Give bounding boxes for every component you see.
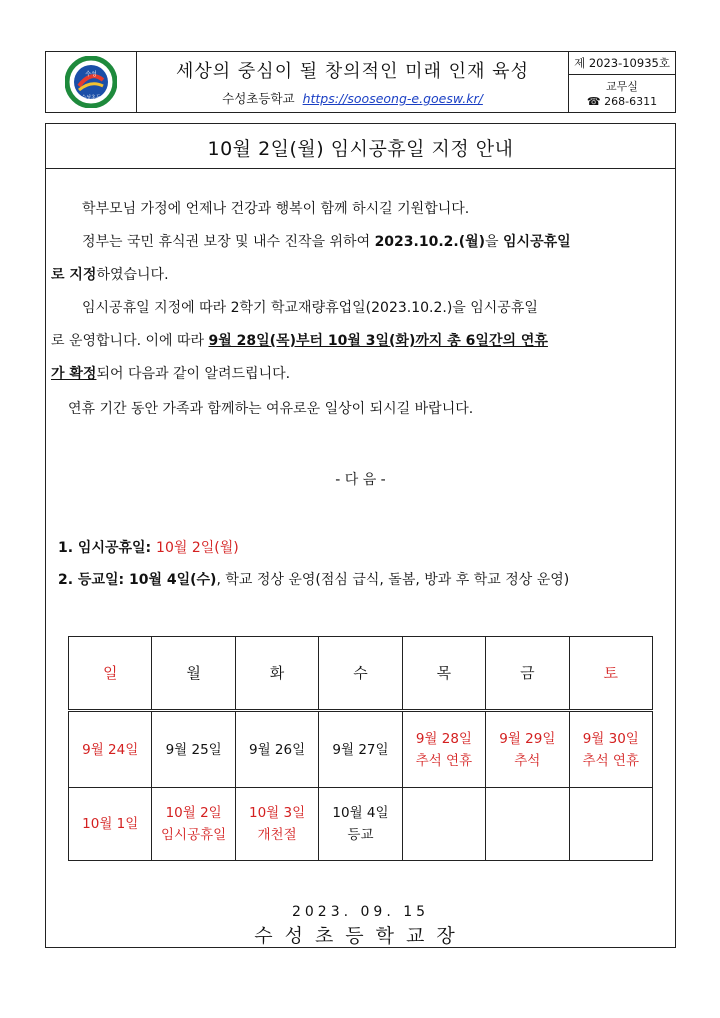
dahum-heading: - 다 음 - — [335, 472, 386, 488]
calendar-day-note: 등교 — [347, 827, 374, 843]
paragraph-closing: 연휴 기간 동안 가족과 함께하는 여유로운 일상이 되시길 바랍니다. — [68, 401, 474, 417]
confirmed-underlined: 가 확정 — [51, 366, 97, 382]
calendar-day-cell — [402, 788, 485, 861]
notice-body — [45, 123, 676, 948]
date-bold: 2023.10.2.(월) — [374, 234, 486, 250]
school-logo — [65, 56, 117, 108]
calendar-day-date: 10월 4일 — [332, 805, 389, 821]
item-temporary-holiday — [58, 537, 239, 557]
text-segment: 을 — [485, 234, 504, 250]
paragraph-operation-line2 — [51, 330, 548, 350]
issue-date: 2023. 09. 15 — [291, 904, 430, 920]
calendar-day-date: 9월 28일 — [415, 730, 472, 747]
item2-label: 2. 등교일: 10월 4일(수) — [58, 572, 217, 588]
calendar-day-cell — [486, 711, 569, 788]
calendar-day-date: 10월 1일 — [82, 816, 139, 832]
calendar-header-cell: 토 — [569, 637, 652, 711]
calendar-day-date: 9월 29일 — [499, 730, 556, 747]
designation-bold: 로 지정 — [51, 267, 97, 283]
item-school-day — [58, 569, 569, 589]
calendar-day-cell — [569, 788, 652, 861]
calendar-week-1 — [69, 711, 653, 788]
paragraph-gov-line2 — [51, 264, 169, 284]
text-segment: 하였습니다. — [96, 267, 169, 283]
item1-label: 1. 임시공휴일: — [58, 540, 157, 556]
doc-meta — [568, 52, 675, 112]
school-name: 수성초등학교 — [222, 91, 295, 106]
principal-signature: 수성초등학교장 — [254, 925, 467, 947]
calendar-header-cell: 수 — [319, 637, 402, 711]
calendar-day-cell — [319, 711, 402, 788]
calendar-day-cell — [235, 711, 318, 788]
paragraph-operation-line1: 임시공휴일 지정에 따라 2학기 학교재량휴업일(2023.10.2.)을 임시공휴일 — [82, 300, 538, 316]
logo-cell — [46, 52, 137, 112]
header-title-cell — [137, 52, 568, 112]
holiday-period-underlined: 9월 28일(목)부터 10월 3일(화)까지 총 6일간의 연휴 — [208, 333, 548, 349]
school-header — [45, 51, 676, 113]
calendar-day-note: 임시공휴일 — [161, 827, 227, 843]
calendar-table — [68, 636, 653, 861]
item2-rest: , 학교 정상 운영(점심 급식, 돌봄, 방과 후 학교 정상 운영) — [216, 572, 570, 588]
calendar-week-2 — [69, 788, 653, 861]
school-url-link[interactable]: https://sooseong-e.goesw.kr/ — [302, 91, 483, 106]
paragraph-gov-line1 — [82, 231, 571, 251]
calendar-day-date: 9월 26일 — [248, 741, 306, 758]
calendar-day-cell — [69, 711, 152, 788]
calendar-header-cell: 화 — [235, 637, 318, 711]
calendar-day-cell — [69, 788, 152, 861]
calendar-header-cell: 금 — [486, 637, 569, 711]
calendar-day-note: 추석 연휴 — [582, 752, 639, 769]
calendar-day-cell — [319, 788, 402, 861]
calendar-day-note: 추석 연휴 — [415, 752, 473, 769]
school-motto: 세상의 중심이 될 창의적인 미래 인재 육성 — [176, 61, 529, 82]
dept-label: 교무실 — [606, 79, 638, 93]
paragraph-operation-line3 — [51, 363, 290, 383]
calendar-day-note: 개천절 — [257, 827, 297, 843]
paragraph-greeting: 학부모님 가정에 언제나 건강과 행복이 함께 하시길 기원합니다. — [82, 201, 470, 217]
contact-info — [569, 75, 675, 112]
doc-number: 제 2023-10935호 — [569, 52, 675, 75]
text-segment: 되어 다음과 같이 알려드립니다. — [96, 366, 291, 382]
calendar-header-row — [69, 637, 653, 711]
calendar-day-date: 10월 2일 — [165, 805, 222, 821]
svg-text:수성초등: 수성초등 — [81, 95, 101, 101]
calendar-day-date: 9월 27일 — [332, 741, 389, 758]
text-segment: 정부는 국민 휴식권 보장 및 내수 진작을 위하여 — [82, 234, 375, 250]
calendar-day-cell — [402, 711, 485, 788]
calendar-day-date: 9월 24일 — [82, 741, 139, 758]
calendar-day-date: 9월 30일 — [582, 730, 639, 747]
holiday-bold: 임시공휴일 — [503, 234, 571, 250]
calendar-day-cell — [235, 788, 318, 861]
calendar-day-date: 10월 3일 — [248, 805, 306, 821]
calendar-day-cell — [569, 711, 652, 788]
calendar-header-cell: 월 — [152, 637, 235, 711]
calendar-day-cell — [486, 788, 569, 861]
calendar-day-note: 추석 — [514, 752, 541, 769]
text-segment: 로 운영합니다. 이에 따라 — [51, 333, 209, 349]
phone-number: ☎ 268-6311 — [586, 94, 658, 108]
title-divider — [46, 168, 675, 169]
calendar-day-date: 9월 25일 — [165, 741, 222, 758]
calendar-header-cell: 일 — [69, 637, 152, 711]
school-subline — [222, 89, 483, 107]
notice-title: 10월 2일(월) 임시공휴일 지정 안내 — [207, 138, 514, 160]
item1-value: 10월 2일(월) — [156, 540, 239, 556]
svg-text:수성: 수성 — [85, 71, 97, 78]
calendar-header-cell: 목 — [402, 637, 485, 711]
calendar-day-cell — [152, 711, 235, 788]
calendar-day-cell — [152, 788, 235, 861]
